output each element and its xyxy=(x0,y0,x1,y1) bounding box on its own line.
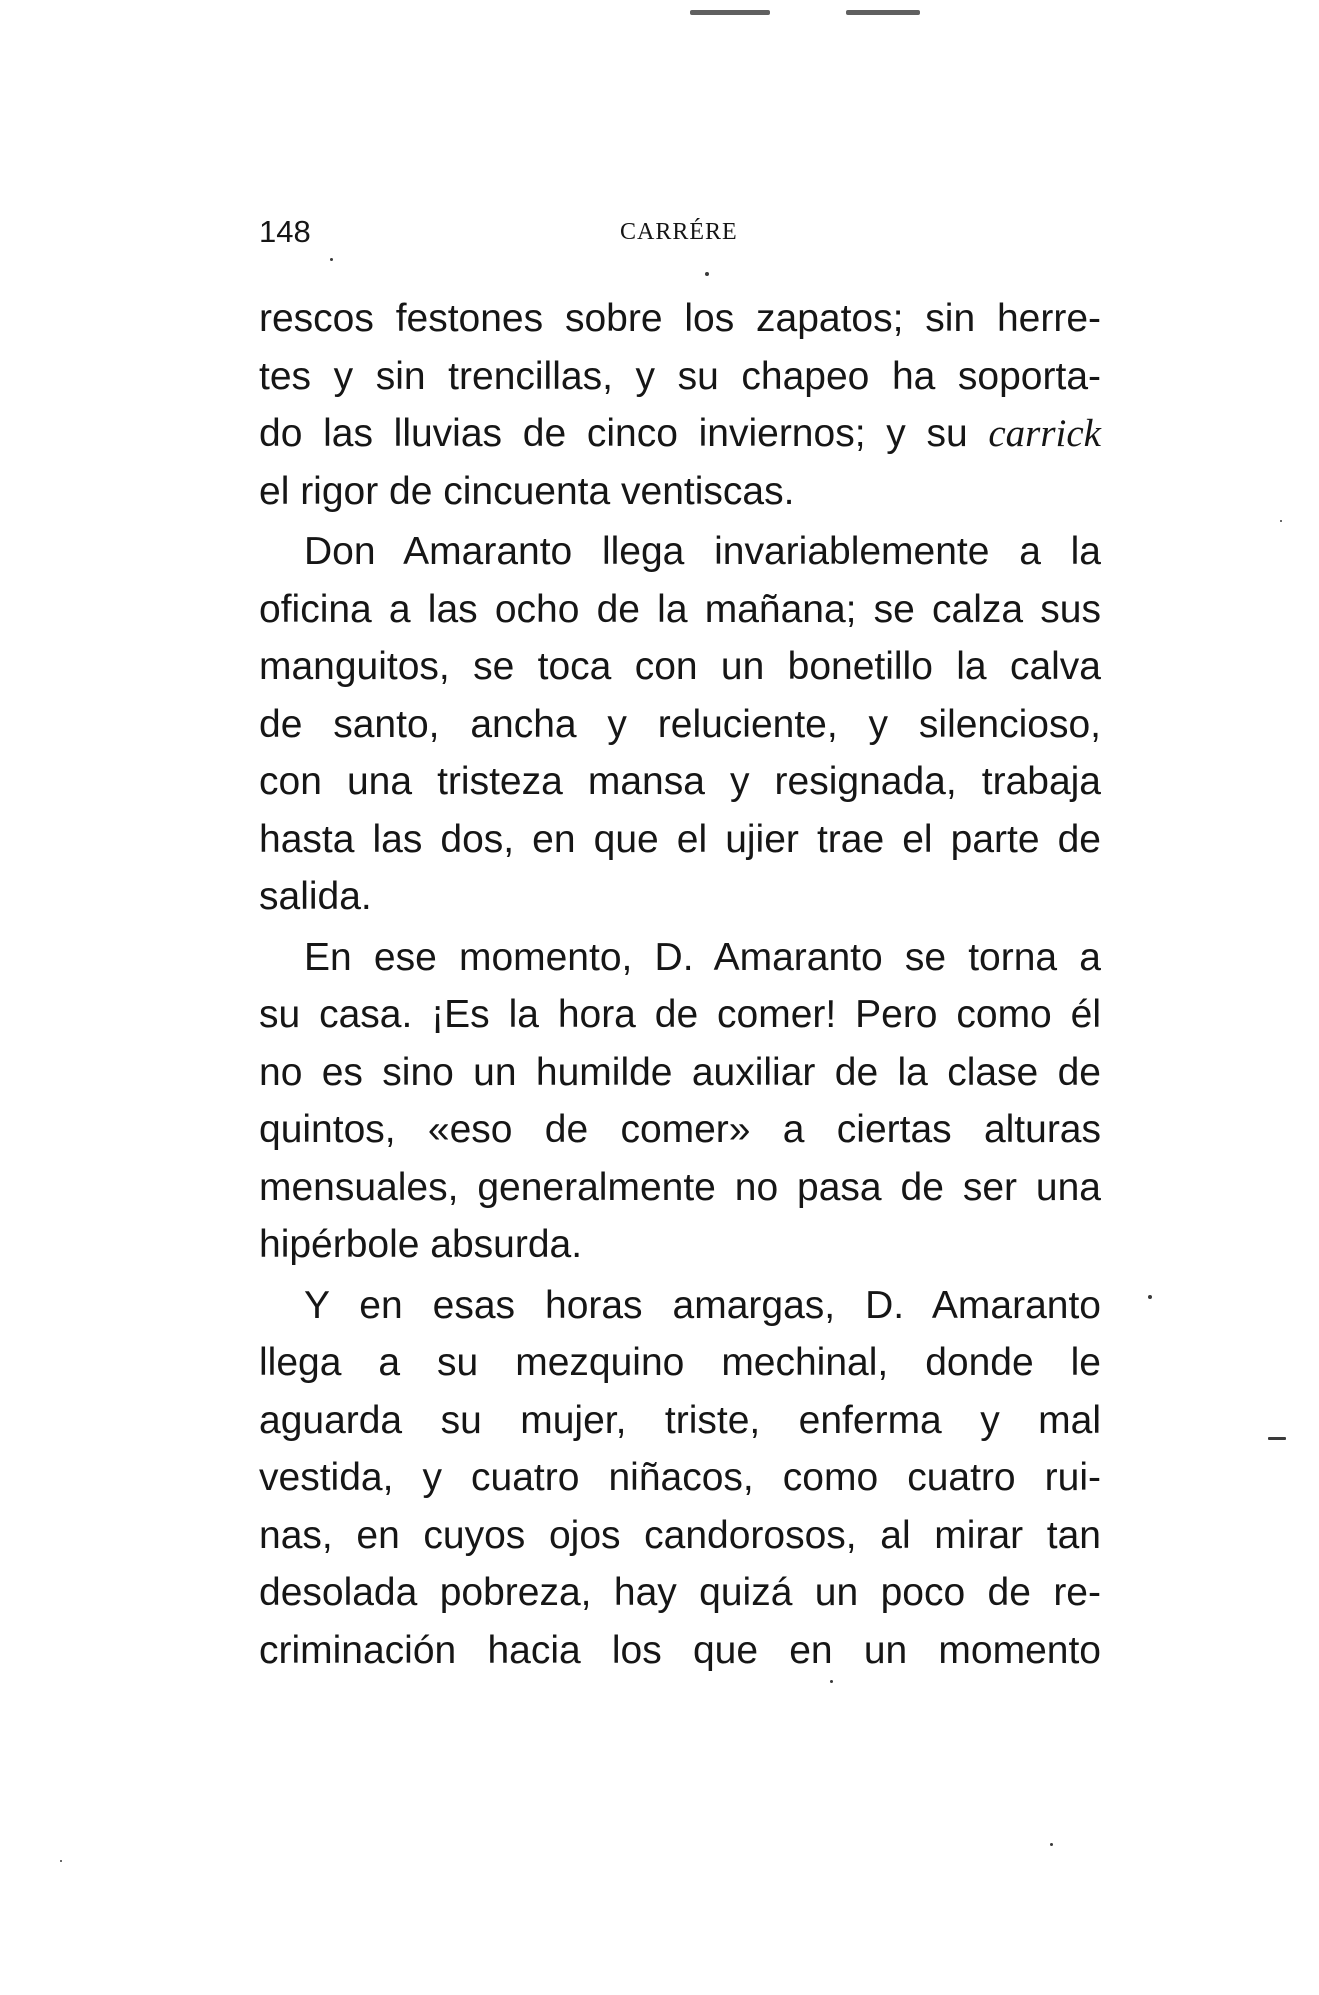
text-line: oficina a las ocho de la mañana; se calza sus xyxy=(259,587,1101,631)
scan-artifact-mark xyxy=(846,10,920,15)
page-header xyxy=(259,214,1099,254)
text-line: salida. xyxy=(259,875,372,918)
scan-speck xyxy=(1148,1295,1152,1299)
paragraph xyxy=(259,1277,1101,1680)
scan-speck xyxy=(1268,1437,1286,1440)
running-head: CARRÉRE xyxy=(620,219,738,245)
text-line: su casa. ¡Es la hora de comer! Pero como él xyxy=(259,993,1101,1036)
text-line: de santo, ancha y reluciente, y silencioso, xyxy=(259,702,1101,746)
text-line: mensuales, generalmente no pasa de ser una xyxy=(259,1165,1101,1209)
text-line: no es sino un humilde auxiliar de la clase de xyxy=(259,1050,1101,1094)
scan-artifact-mark xyxy=(690,10,770,15)
scan-speck xyxy=(330,258,333,261)
text-line xyxy=(259,405,1101,463)
body-text xyxy=(259,290,1101,1682)
paragraph xyxy=(259,290,1101,520)
text-line: desolada pobreza, hay quizá un poco de re- xyxy=(259,1571,1101,1614)
text-line: hasta las dos, en que el ujier trae el parte de xyxy=(259,817,1101,861)
italic-word: carrick xyxy=(988,412,1101,455)
scan-speck xyxy=(1280,520,1282,522)
text-line: nas, en cuyos ojos candorosos, al mirar tan xyxy=(259,1513,1101,1557)
text-line: criminación hacia los que en un momento xyxy=(259,1628,1101,1672)
text-line: En ese momento, D. Amaranto se torna a xyxy=(304,935,1101,979)
paragraph xyxy=(259,929,1101,1274)
text-line: quintos, «eso de comer» a ciertas alturas xyxy=(259,1108,1101,1151)
text-line-start: do las lluvias de cinco inviernos; y su xyxy=(259,412,989,455)
scan-speck xyxy=(60,1860,62,1862)
text-line: Y en esas horas amargas, D. Amaranto xyxy=(304,1283,1101,1327)
text-line: llega a su mezquino mechinal, donde le xyxy=(259,1341,1101,1384)
scan-speck xyxy=(830,1680,833,1683)
text-line: rescos festones sobre los zapatos; sin herre- xyxy=(259,297,1101,340)
paragraph xyxy=(259,523,1101,926)
text-line: el rigor de cincuenta ventiscas. xyxy=(259,469,795,513)
text-line: hipérbole absurda. xyxy=(259,1223,583,1266)
text-line: vestida, y cuatro niñacos, como cuatro rui- xyxy=(259,1456,1101,1499)
text-line: tes y sin trencillas, y su chapeo ha soporta- xyxy=(259,354,1101,398)
text-line: con una tristeza mansa y resignada, trabaja xyxy=(259,760,1101,803)
scan-speck xyxy=(1050,1843,1053,1846)
page-number: 148 xyxy=(259,214,311,249)
scan-speck xyxy=(705,272,709,276)
text-line: Don Amaranto llega invariablemente a la xyxy=(304,530,1101,573)
text-line: manguitos, se toca con un bonetillo la calva xyxy=(259,645,1101,688)
text-line: aguarda su mujer, triste, enferma y mal xyxy=(259,1398,1101,1442)
